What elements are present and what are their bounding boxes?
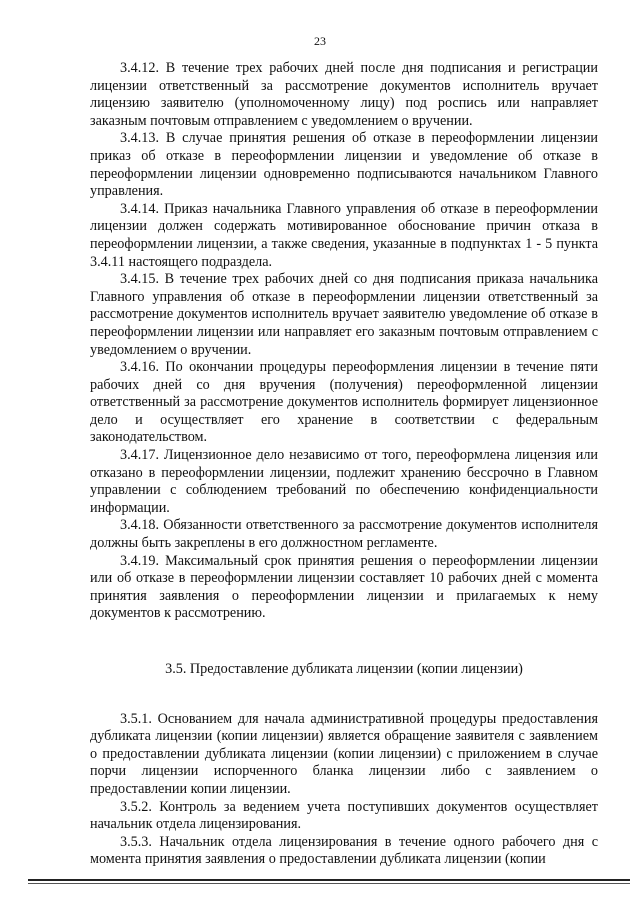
- paragraph-3-4-16: 3.4.16. По окончании процедуры переоформления лицензии в течение пяти рабочих дней со дня вручения (получения) переоформленной лицензии ответственный за рассмотрение документов исполнитель формирует лицензионное дело и осуществляет его хранение в соответствии с федеральным законодательством.: [90, 359, 598, 446]
- bottom-rule: [28, 879, 630, 881]
- paragraph-3-5-2: 3.5.2. Контроль за ведением учета поступивших документов осуществляет начальник отдела лицензирования.: [90, 798, 598, 833]
- paragraph-3-4-12: 3.4.12. В течение трех рабочих дней после дня подписания и регистрации лицензии ответственный за рассмотрение документов исполнитель вручает лицензию заявителю (уполномоченному лицу) под роспись или направляет заказным почтовым отправлением с уведомлением о вручении.: [90, 60, 598, 129]
- paragraph-3-4-17: 3.4.17. Лицензионное дело независимо от того, переоформлена лицензия или отказано в переоформлении лицензии, подлежит хранению бессрочно в Главном управлении с соблюдением требований по обеспечению конфиденциальности информации.: [90, 447, 598, 516]
- paragraph-3-5-3: 3.5.3. Начальник отдела лицензирования в течение одного рабочего дня с момента принятия заявления о предоставлении дубликата лицензии (копии: [90, 833, 598, 868]
- paragraph-3-4-14: 3.4.14. Приказ начальника Главного управления об отказе в переоформлении лицензии должен содержать мотивированное обоснование причин отказа в переоформлении лицензии, а также сведения, указанные в подпунктах 1 - 5 пункта 3.4.11 настоящего подраздела.: [90, 200, 598, 270]
- page-number: 23: [314, 34, 326, 48]
- document-body: [90, 60, 598, 869]
- paragraph-3-4-19: 3.4.19. Максимальный срок принятия решения о переоформлении лицензии или об отказе в переоформлении лицензии составляет 10 рабочих дней с момента принятия заявления о переоформлении лицензии и прилагаемых к нему документов к рассмотрению.: [90, 552, 598, 622]
- paragraph-3-4-13: 3.4.13. В случае принятия решения об отказе в переоформлении лицензии приказ об отказе в переоформлении лицензии и уведомление об отказе в переоформлении лицензии одновременно подписываются начальником Главного управления.: [90, 130, 598, 200]
- bottom-rule-thin: [28, 883, 630, 884]
- paragraph-3-4-18: 3.4.18. Обязанности ответственного за рассмотрение документов исполнителя должны быть закреплены в его должностном регламенте.: [90, 517, 598, 552]
- paragraph-3-5-1: 3.5.1. Основанием для начала административной процедуры предоставления дубликата лицензии (копии лицензии) является обращение заявителя с заявлением о предоставлении дубликата лицензии (копии лицензии) с приложением в случае порчи лицензии испорченного бланка лицензии либо с заявлением о предоставлении копии лицензии.: [90, 710, 598, 797]
- paragraph-3-4-15: 3.4.15. В течение трех рабочих дней со дня подписания приказа начальника Главного управления об отказе в переоформлении лицензии ответственный за рассмотрение документов исполнитель вручает заявителю уведомление об отказе в переоформлении лицензии или направляет его заказным почтовым отправлением с уведомлением о вручении.: [90, 271, 598, 358]
- section-heading-3-5: 3.5. Предоставление дубликата лицензии (копии лицензии): [165, 661, 523, 677]
